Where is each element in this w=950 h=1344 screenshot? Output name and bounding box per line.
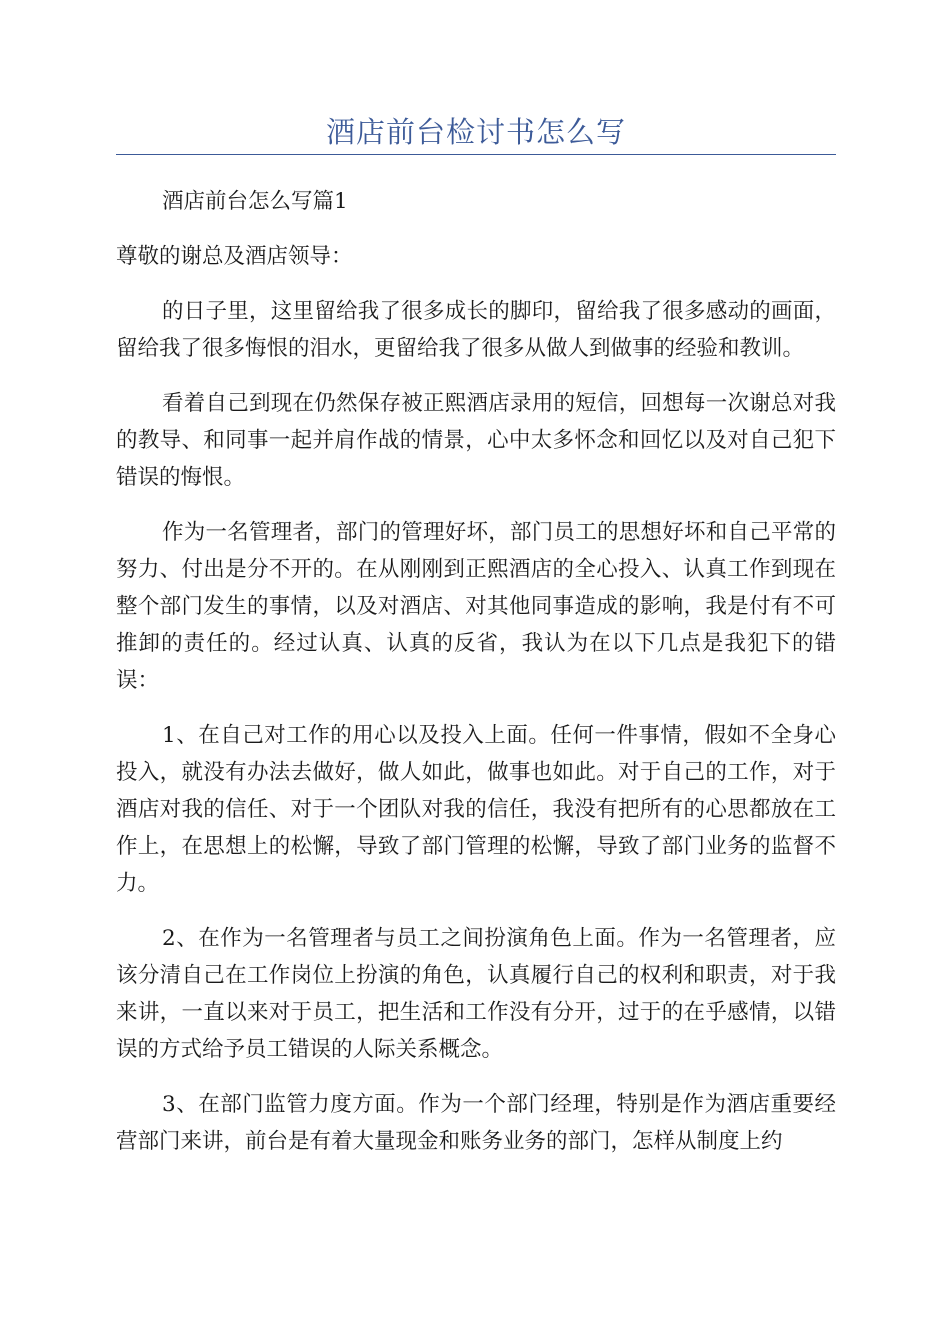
section-subtitle: 酒店前台怎么写篇1 xyxy=(162,189,348,214)
paragraph-5: 2、在作为一名管理者与员工之间扮演角色上面。作为一名管理者，应该分清自己在工作岗位上扮演的角色，认真履行自己的权利和职责，对于我来讲，一直以来对于员工，把生活和工作没有分开，过于的在乎感情，以错误的方式给予员工错误的人际关系概念。 xyxy=(116,926,836,1062)
paragraph-6: 3、在部门监管力度方面。作为一个部门经理，特别是作为酒店重要经营部门来讲，前台是有着大量现金和账务业务的部门，怎样从制度上约 xyxy=(116,1092,836,1154)
title-underline xyxy=(116,154,836,155)
paragraph-4: 1、在自己对工作的用心以及投入上面。任何一件事情，假如不全身心投入，就没有办法去做好，做人如此，做事也如此。对于自己的工作，对于酒店对我的信任、对于一个团队对我的信任，我没有把所有的心思都放在工作上，在思想上的松懈，导致了部门管理的松懈，导致了部门业务的监督不力。 xyxy=(116,723,836,896)
salutation: 尊敬的谢总及酒店领导： xyxy=(116,244,353,269)
document-page xyxy=(116,0,836,1178)
paragraph-2: 看着自己到现在仍然保存被正熙酒店录用的短信，回想每一次谢总对我的教导、和同事一起并肩作战的情景，心中太多怀念和回忆以及对自己犯下错误的悔恨。 xyxy=(116,391,836,490)
document-body xyxy=(116,183,836,1160)
paragraph-1: 的日子里，这里留给我了很多成长的脚印，留给我了很多感动的画面，留给我了很多悔恨的泪水，更留给我了很多从做人到做事的经验和教训。 xyxy=(116,299,836,361)
paragraph-3: 作为一名管理者，部门的管理好坏，部门员工的思想好坏和自己平常的努力、付出是分不开的。在从刚刚到正熙酒店的全心投入、认真工作到现在整个部门发生的事情，以及对酒店、对其他同事造成的影响，我是付有不可推卸的责任的。经过认真、认真的反省，我认为在以下几点是我犯下的错误： xyxy=(116,520,836,693)
document-title: 酒店前台检讨书怎么写 xyxy=(325,115,626,149)
